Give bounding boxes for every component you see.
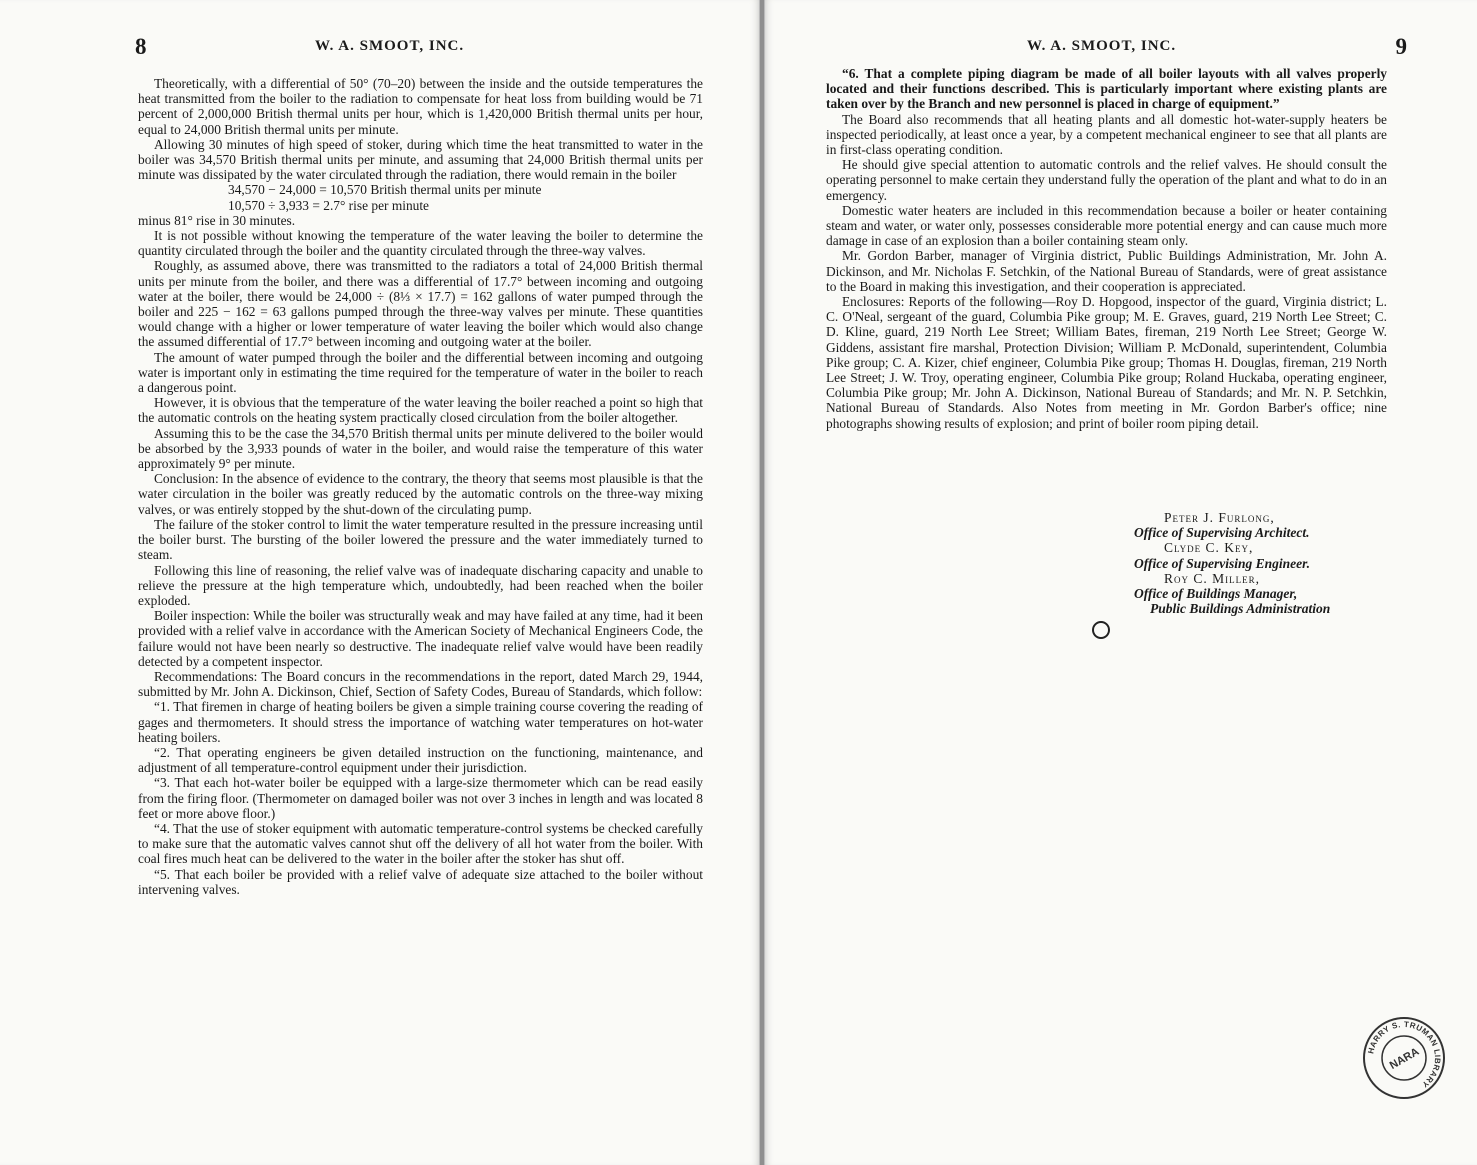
signatory-name: Clyde C. Key, [1164, 540, 1254, 556]
recommendation-item: “4. That the use of stoker equipment with automatic temperature-control systems be checked carefully to make sure that the automatic valves cannot shut off the delivery of all hot water from the boiler. With coal fires much heat can be delivered to the water in the boiler after the stoker has shut off. [138, 820, 703, 867]
equation-line: 10,570 ÷ 3,933 = 2.7° rise per minute [228, 197, 430, 213]
left-page-body [138, 76, 703, 897]
left-page-number: 8 [135, 34, 147, 59]
left-running-head: W. A. SMOOT, INC. [315, 38, 465, 54]
paragraph: Following this line of reasoning, the relief valve was of inadequate discharing capacity and unable to relieve the pressure at the high temperature which, undoubtedly, had been reached when the boiler exploded. [138, 562, 703, 608]
stamp-center-text: NARA [1387, 1045, 1422, 1073]
paragraph: Enclosures: Reports of the following—Roy D. Hopgood, inspector of the guard, Virginia district; L. C. O'Neal, sergeant of the guard, Columbia Pike group; M. E. Graves, guard, 219 North Lee Street; C. D. Kline, guard, 219 North Lee Street; William Bates, fireman, 219 North Lee Street; George W. Giddens, assistant fire marshal, Protection Division; William P. McDonald, superintendent, Columbia Pike group; C. A. Kizer, chief engineer, Columbia Pike group; Thomas H. Douglas, fireman, 219 North Lee Street; J. W. Troy, operating engineer, Columbia Pike group; Roland Huckaba, operating engineer, Columbia Pike group; Mr. John A. Dickinson, National Bureau of Standards; and Mr. N. P. Setchkin, National Bureau of Standards. Also Notes from meeting in Mr. Gordon Barber's office; nine photographs showing results of explosion; and print of boiler room piping detail. [826, 294, 1387, 431]
paragraph: However, it is obvious that the temperature of the water leaving the boiler reached a point so high that the automatic controls on the heating system practically closed circulation from the boiler altogether. [138, 395, 703, 426]
stamp-ring-text: HARRY S. TRUMAN LIBRARY [1366, 1019, 1443, 1090]
paragraph: Theoretically, with a differential of 50° (70–20) between the inside and the outside temperatures the heat transmitted from the boiler to the radiation to compensate for heat loss from building would be 71 percent of 2,000,000 British thermal units per hour, which is 1,420,000 British thermal units per hour, equal to 24,000 British thermal units per minute. [138, 76, 703, 137]
paragraph: Allowing 30 minutes of high speed of stoker, during which time the heat transmitted to water in the boiler was 34,570 British thermal units per minute, and assuming that 24,000 British thermal units per minute was dissipated by the water circulated through the radiation, there would remain in the boiler [138, 136, 703, 183]
right-running-head: W. A. SMOOT, INC. [1027, 38, 1177, 54]
paragraph: Recommendations: The Board concurs in the recommendations in the report, dated March 29, 1944, submitted by Mr. John A. Dickinson, Chief, Section of Safety Codes, Bureau of Standards, which follow: [138, 668, 703, 700]
paragraph: The Board also recommends that all heating plants and all domestic hot-water-supply heaters be inspected periodically, at least once a year, by a competent mechanical engineer to see that all plants are in first-class operating condition. [826, 111, 1387, 158]
paragraph: Roughly, as assumed above, there was transmitted to the radiators a total of 24,000 British thermal units per minute from the boiler, and there was a differential of 17.7° between incoming and outgoing water at the boiler, there would be 24,000 ÷ (8⅓ × 17.7) = 162 gallons of water pumped through the boiler and 225 − 162 = 63 gallons pumped through the three-way valves per minute. These quantities would change with a higher or lower temperature of water leaving the boiler which would also change the assumed differential of 17.7° between incoming and outgoing water at the boiler. [138, 258, 703, 350]
library-stamp-icon [1362, 1016, 1446, 1100]
right-page [764, 0, 1477, 1165]
right-page-number: 9 [1395, 34, 1407, 59]
paragraph: Mr. Gordon Barber, manager of Virginia district, Public Buildings Administration, Mr. John A. Dickinson, and Mr. Nicholas F. Setchkin, of the National Bureau of Standards, were of great assistance to the Board in making this investigation, and their cooperation is appreciated. [826, 248, 1387, 294]
left-page-header [135, 34, 705, 64]
signatory-office: Public Buildings Administration [1150, 601, 1331, 617]
punch-hole-icon [1092, 621, 1110, 639]
paragraph: The failure of the stoker control to limit the water temperature resulted in the pressure increasing until the boiler burst. The bursting of the boiler lowered the pressure and the water immediately turned to steam. [138, 516, 703, 563]
signatory-office: Office of Buildings Manager, [1134, 586, 1298, 602]
equation-line: 34,570 − 24,000 = 10,570 British thermal units per minute [228, 182, 542, 198]
signatory-name: Peter J. Furlong, [1164, 510, 1275, 525]
recommendation-item: “1. That firemen in charge of heating boilers be given a simple training course covering the reading of gages and thermometers. It should stress the importance of watching water temperatures on hot-water heating boilers. [138, 699, 703, 745]
paragraph: minus 81° rise in 30 minutes. [138, 212, 296, 228]
recommendation-item: “6. That a complete piping diagram be made of all boiler layouts with all valves properly located and their functions described. This is particularly important where existing plants are taken over by the Branch and new personnel is placed in charge of equipment.” [826, 66, 1387, 112]
right-page-body [826, 66, 1387, 431]
recommendation-item: “3. That each hot-water boiler be equipped with a large-size thermometer which can be read easily from the firing floor. (Thermometer on damaged boiler was not over 3 inches in length and was located 8 feet or more above floor.) [138, 775, 703, 821]
paragraph: Boiler inspection: While the boiler was structurally weak and may have failed at any time, had it been provided with a relief valve in accordance with the American Society of Mechanical Engineers Code, the failure would not have been nearly so destructive. The inadequate relief valve would have been readily detected by a competent inspector. [138, 608, 703, 669]
right-page-header [1027, 34, 1407, 64]
recommendation-item: “5. That each boiler be provided with a relief valve of adequate size attached to the boiler without intervening valves. [138, 866, 703, 897]
paragraph: Domestic water heaters are included in this recommendation because a boiler or heater containing steam and water, or water only, possesses considerable more potential energy and can cause much more damage in case of an explosion than a boiler containing steam only. [826, 202, 1387, 249]
recommendation-item: “2. That operating engineers be given detailed instruction on the functioning, maintenance, and adjustment of all temperature-control equipment under their jurisdiction. [138, 744, 703, 776]
paragraph: Assuming this to be the case the 34,570 British thermal units per minute delivered to the boiler would be absorbed by the 3,933 pounds of water in the boiler, and would raise the temperature of this water approximately 9° per minute. [138, 425, 703, 472]
paragraph: Conclusion: In the absence of evidence to the contrary, the theory that seems most plausible is that the water circulation in the boiler was greatly reduced by the automatic controls on the three-way mixing valves, or was entirely stopped by the shut-down of the circulating pump. [138, 471, 703, 517]
signatory-office: Office of Supervising Architect. [1134, 525, 1310, 541]
signatory-office: Office of Supervising Engineer. [1134, 555, 1311, 571]
signatory-name: Roy C. Miller, [1164, 570, 1261, 586]
paragraph: It is not possible without knowing the temperature of the water leaving the boiler to determine the quantity circulated through the boiler and the quantity circulated through the three-way valves. [138, 228, 703, 259]
paragraph: He should give special attention to automatic controls and the relief valves. He should consult the operating personnel to make certain they understand fully the operation of the plant and what to do in an emergency. [826, 157, 1387, 203]
signature-block [1134, 510, 1330, 616]
paragraph: The amount of water pumped through the boiler and the differential between incoming and outgoing water is important only in estimating the time required for the temperature of water in the boiler to reach a dangerous point. [138, 349, 703, 396]
